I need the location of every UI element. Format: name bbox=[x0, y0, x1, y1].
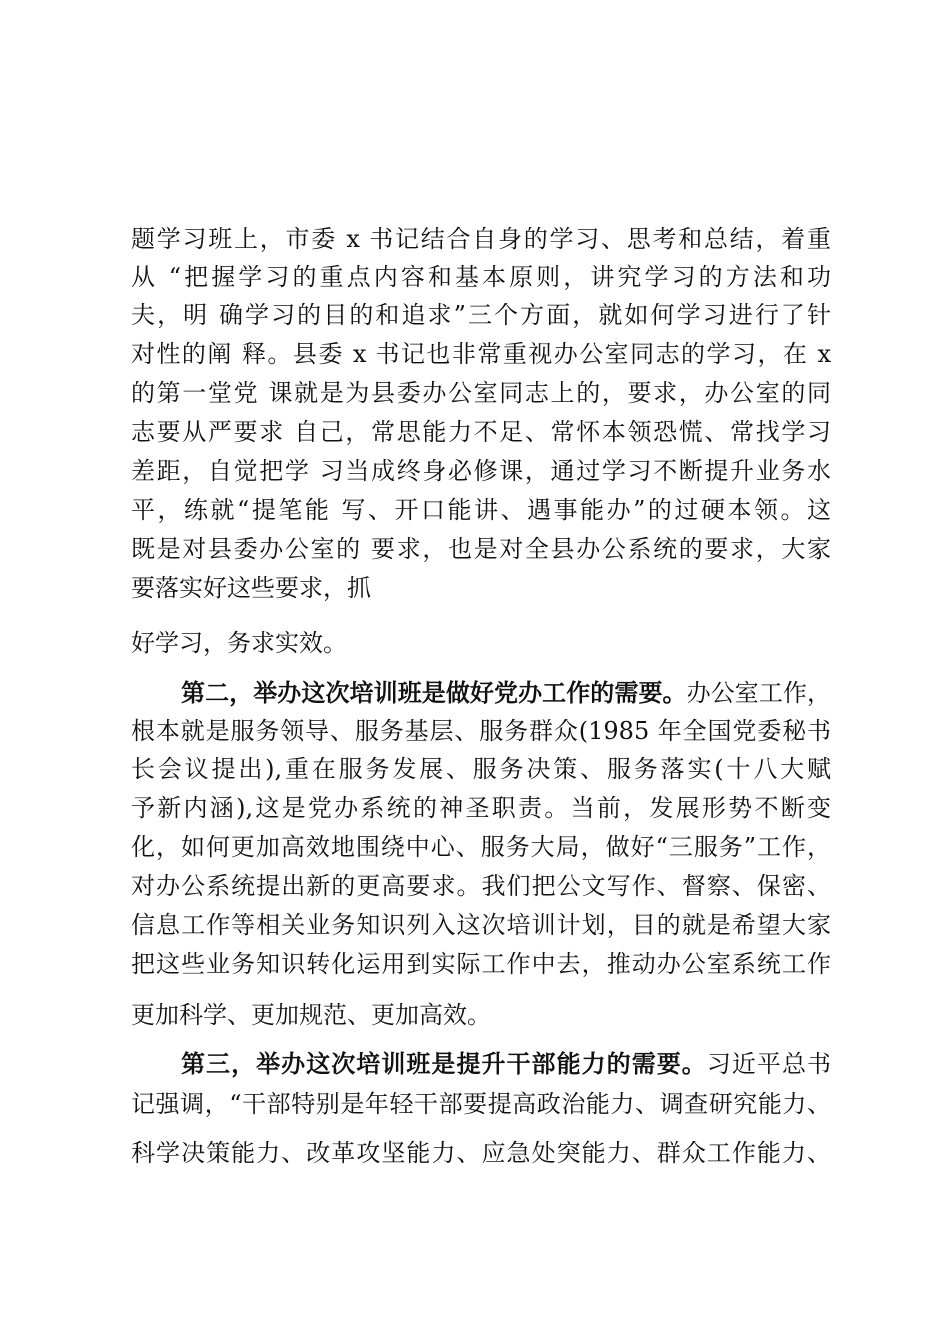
text-line: 对办公系统提出新的更高要求。我们把公文写作、督察、保密、 bbox=[131, 872, 831, 900]
text-line: 科学决策能力、改革攻坚能力、应急处突能力、群众工作能力、 bbox=[131, 1139, 831, 1167]
text-line: 对性的阐 释。县委 x 书记也非常重视办公室同志的学习，在 x bbox=[131, 340, 831, 368]
text-line: 予新内涵),这是党办系统的神圣职责。当前，发展形势不断变 bbox=[131, 794, 831, 822]
text-line: 夫，明 确学习的目的和追求”三个方面，就如何学习进行了针 bbox=[131, 301, 831, 329]
paragraph-first-line bbox=[181, 1049, 831, 1079]
text-line: 更加科学、更加规范、更加高效。 bbox=[131, 1001, 491, 1029]
text-line: 的第一堂党 课就是为县委办公室同志上的，要求，办公室的同 bbox=[131, 379, 831, 407]
section-heading: 第二，举办这次培训班是做好党办工作的需要。 bbox=[181, 678, 687, 707]
text-run: 习近平总书 bbox=[706, 1050, 832, 1078]
text-line: 差距，自觉把学 习当成终身必修课，通过学习不断提升业务水 bbox=[131, 457, 831, 485]
text-line: 志要从严要求 自己，常思能力不足、常怀本领恐慌、常找学习 bbox=[131, 418, 831, 446]
text-run: 办公室工作， bbox=[686, 679, 832, 707]
text-line: 既是对县委办公室的 要求，也是对全县办公系统的要求，大家 bbox=[131, 535, 831, 563]
text-line: 从 “把握学习的重点内容和基本原则，讲究学习的方法和功 bbox=[131, 263, 831, 291]
text-line: 化，如何更加高效地围绕中心、服务大局，做好“三服务”工作， bbox=[131, 833, 831, 861]
text-line: 要落实好这些要求，抓 bbox=[131, 574, 371, 602]
text-line: 根本就是服务领导、服务基层、服务群众(1985 年全国党委秘书 bbox=[131, 717, 831, 745]
paragraph-first-line bbox=[181, 678, 831, 708]
text-line: 平，练就“提笔能 写、开口能讲、遇事能办”的过硬本领。这 bbox=[131, 496, 831, 524]
text-line: 信息工作等相关业务知识列入这次培训计划，目的就是希望大家 bbox=[131, 911, 831, 939]
text-line: 好学习，务求实效。 bbox=[131, 629, 347, 657]
text-line: 把这些业务知识转化运用到实际工作中去，推动办公室系统工作 bbox=[131, 950, 831, 978]
text-line: 题学习班上，市委 x 书记结合自身的学习、思考和总结，着重 bbox=[131, 225, 831, 253]
text-line: 长会议提出),重在服务发展、服务决策、服务落实(十八大赋 bbox=[131, 755, 831, 783]
text-line: 记强调，“干部特别是年轻干部要提高政治能力、调查研究能力、 bbox=[131, 1090, 831, 1118]
section-heading: 第三，举办这次培训班是提升干部能力的需要。 bbox=[181, 1049, 707, 1078]
